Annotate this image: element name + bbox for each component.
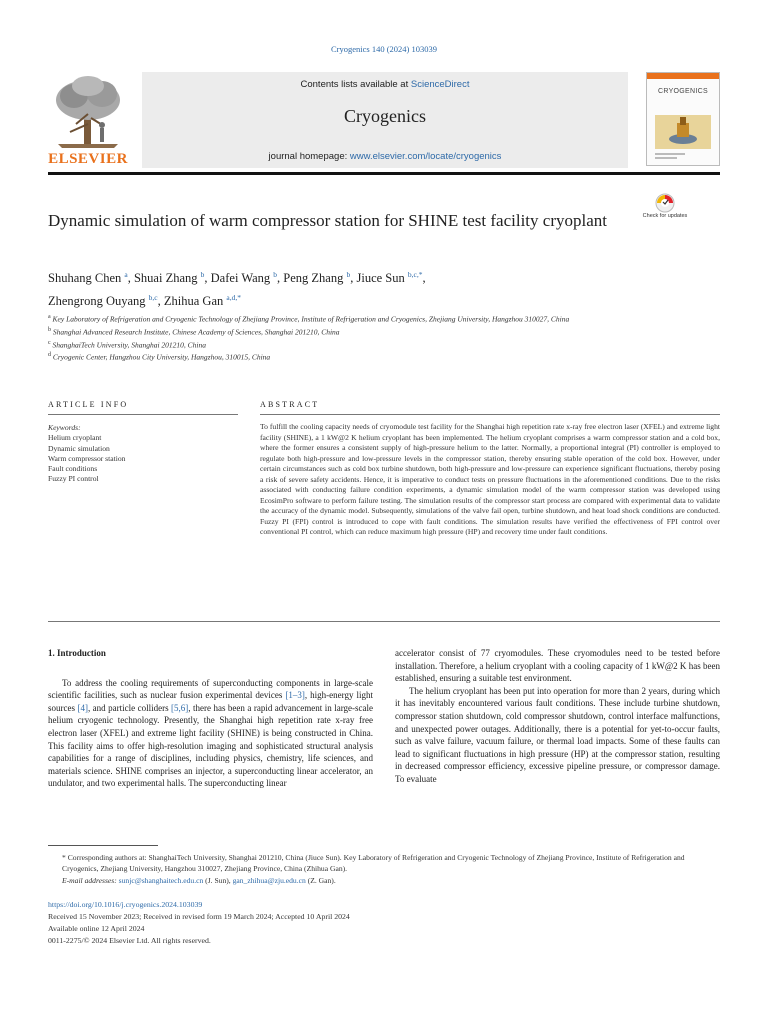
journal-homepage-link[interactable]: www.elsevier.com/locate/cryogenics — [349, 151, 502, 162]
paper-title: Dynamic simulation of warm compressor station for SHINE test facility cryoplant — [48, 211, 607, 230]
abstract-text: To fulfill the cooling capacity needs of cryomodule test facility for the Shanghai high repetition rate x-ray free electron laser (XFEL) and extreme light facility (SHINE), a 1 kW@2 K helium cryoplant has been implemented. The helium cryoplant comprises a warm compressor station and a cold box, where the former ensures a consistent supply of high-pressure helium to the latter. Normally, a proportional integral (PI) controller is employed to regulate both high-pressure and low-pressure levels in the compressor station, thereby ensuring stable operation of the cold box. However, under certain circumstances such as cold box turbine shutdown, both high-pressure and low-pressure can experience significant fluctuations, thereby posing a risk of severe safety accidents. Hence, it is imperative to conduct tests on pressure fluctuations in the aforementioned conditions. Due to the risks associated with conducting failure condition experiments, a dynamic simulation model of the warm compressor station was developed using EcosimPro software to perform failure testing. The simulation results of the compressor start process are compared with experimental data to validate the accuracy of the dynamic model. Subsequently, simulations of the valve fail open, turbine shutdown, and heat load shock conditions are conducted. Fuzzy PI (FPI) control is introduced to cope with fault conditions. The simulation results have verified the effectiveness of FPI control over conventional PI control, which can reduce maximum high pressure (HP) and recovery time under fault conditions. — [260, 422, 720, 537]
paragraph: accelerator consist of 77 cryomodules. These cryomodules need to be tested before installation. Therefore, a helium cryoplant with a cooling capacity of 1 kW@2 K has been established, ensuring a suitable test environment. — [395, 648, 720, 684]
author[interactable]: Zhihua Gan $^{a,d,*}$ — [163, 293, 241, 309]
affiliation: $^a$ Key Laboratory of Refrigeration and Cryogenic Technology of Zhejiang Province, Institute of Refrigeration and Cryogenics, Zhejiang University, Hangzhou 310027, China — [48, 314, 570, 324]
copyright: 0011-2275/© 2024 Elsevier Ltd. All rights reserved. — [48, 936, 211, 945]
section-heading: 1. Introduction — [48, 648, 106, 658]
journal-name: Cryogenics — [344, 106, 426, 126]
check-for-updates-label[interactable]: Check for updates — [642, 213, 688, 219]
journal-homepage-line — [142, 151, 628, 162]
affiliations — [48, 312, 648, 363]
body-column-right — [395, 647, 720, 786]
affiliation: $^b$ Shanghai Advanced Research Institute, Chinese Academy of Sciences, Shanghai 201210, China — [48, 326, 340, 337]
keyword: Helium cryoplant — [48, 433, 102, 443]
author-list: Shuhang Chen $^a$, Shuai Zhang $^b$, Dafei Wang $^b$, Peng Zhang $^b$, Jiuce Sun $^{b,c,*}$, Zhengrong Ouyang $^{b,c}$, Zhihua Gan $^{a,d,*}$ — [48, 270, 426, 309]
affiliation: $^d$ Cryogenic Center, Hangzhou City University, Hangzhou, 310015, China — [48, 352, 271, 362]
available-online: Available online 12 April 2024 — [48, 924, 145, 933]
keywords-block — [48, 423, 238, 485]
check-for-updates-icon[interactable] — [647, 193, 683, 229]
affiliation: $^c$ ShanghaiTech University, Shanghai 201210, China — [48, 339, 207, 350]
divider — [260, 414, 720, 415]
contents-prefix: Contents lists available at — [300, 79, 411, 90]
sciencedirect-link[interactable]: ScienceDirect — [410, 79, 470, 90]
header-rule — [48, 172, 720, 175]
doi-link[interactable]: https://doi.org/10.1016/j.cryogenics.2024.103039 — [48, 900, 203, 909]
email-link[interactable]: sunjc@shanghaitech.edu.cn — [118, 875, 204, 885]
cover-title: CRYOGENICS — [658, 88, 708, 95]
author[interactable]: Zhengrong Ouyang $^{b,c}$ — [48, 293, 158, 309]
elsevier-wordmark: ELSEVIER — [48, 151, 128, 167]
keywords-label: Keywords: — [48, 423, 81, 432]
keyword: Dynamic simulation — [48, 443, 110, 453]
keyword: Warm compressor station — [48, 453, 126, 463]
keyword: Fuzzy PI control — [48, 474, 99, 484]
author[interactable]: Jiuce Sun $^{b,c,*}$ — [356, 270, 423, 286]
article-meta — [48, 899, 720, 947]
corresponding-author-footnote — [48, 852, 720, 886]
homepage-prefix: journal homepage: — [268, 151, 350, 162]
keyword: Fault conditions — [48, 464, 98, 474]
paragraph: The helium cryoplant has been put into operation for more than 2 years, during which it has inevitably encountered various fault conditions. These include turbine shutdown, compressor station shutdown, cold compressor shutdown, control interface malfunctions, and unexpected power outages. Additionally, there is a potential for yet-to-occur faults, such as valve failure, vacuum failure, or thermal load impacts. Some of these faults can lead to significant fluctuations in high pressure (HP) at the compressor station, resulting in decreased compressor efficiency, excessive pipeline pressure, or compressor damage. To evaluate — [395, 685, 720, 784]
divider — [48, 414, 238, 415]
abstract-heading: ABSTRACT — [260, 400, 320, 409]
author[interactable]: Shuai Zhang $^b$ — [133, 270, 205, 286]
email-line: E-mail addresses: sunjc@shanghaitech.edu.cn (J. Sun), gan_zhihua@zju.edu.cn (Z. Gan). — [62, 875, 336, 885]
journal-cover-thumbnail — [646, 72, 720, 166]
citation-link[interactable]: [1–3] — [285, 690, 305, 701]
article-info-heading: ARTICLE INFO — [48, 400, 129, 409]
footnote-text: * Corresponding authors at: ShanghaiTech University, Shanghai 201210, China (Jiuce Sun). Key Laboratory of Refrigeration and Cryogenic Technology of Zhejiang Province, Institute of Refrigeration and Cryogenics, Zhejiang University, Hangzhou 310027, Zhejiang Province, China (Zhihua Gan). — [62, 853, 685, 874]
paragraph: To address the cooling requirements of superconducting components in large-scale scientific facilities, such as nuclear fusion experimental devices [1–3], high-energy light sources [4], and particle colliders [5,6], there has been a rapid advancement in large-scale helium cryogenic technology. Presently, the Shanghai high repetition rate x-ray free electron laser (XFEL) and extreme light facility (SHINE) is being constructed in China. This facility aims to offer high-resolution imaging and sophisticated structural analysis capabilities for a range of disciplines, including physics, chemistry, life sciences, and materials science. SHINE comprises an injector, a superconducting linear accelerator, an undulator, and two experimental halls. The superconducting linear — [48, 677, 374, 789]
author[interactable]: Shuhang Chen $^a$ — [48, 270, 128, 286]
author[interactable]: Dafei Wang $^b$ — [210, 270, 278, 286]
contents-available-line — [142, 79, 628, 90]
received-dates: Received 15 November 2023; Received in revised form 19 March 2024; Accepted 10 April 2024 — [48, 912, 350, 921]
author[interactable]: Peng Zhang $^b$ — [283, 270, 351, 286]
body-column-left — [48, 647, 373, 790]
citation-link[interactable]: [5,6] — [171, 702, 189, 713]
journal-reference[interactable]: Cryogenics 140 (2024) 103039 — [330, 44, 437, 54]
email-link[interactable]: gan_zhihua@zju.edu.cn — [232, 875, 306, 885]
citation-link[interactable]: [4] — [77, 702, 88, 713]
footnote-rule — [48, 845, 158, 846]
divider — [48, 621, 720, 622]
